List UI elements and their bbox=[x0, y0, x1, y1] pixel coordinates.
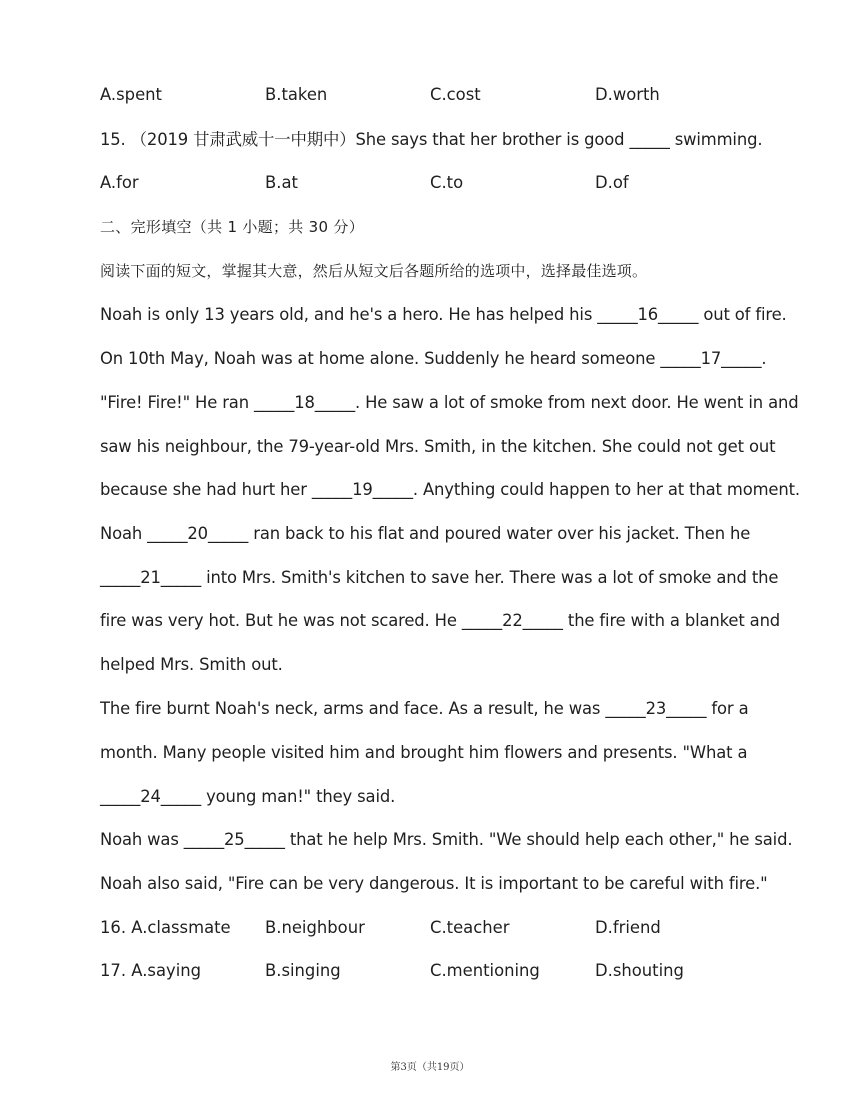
q14-option-b: B.taken bbox=[265, 85, 328, 104]
passage-line: because she had hurt her _____19_____. Anything could happen to her at that moment. bbox=[100, 480, 800, 499]
passage-line: fire was very hot. But he was not scared. He _____22_____ the fire with a blanket and bbox=[100, 611, 781, 630]
q17-option-c: C.mentioning bbox=[430, 961, 540, 980]
q17-option-d: D.shouting bbox=[595, 961, 684, 980]
q15-option-b: B.at bbox=[265, 173, 298, 192]
passage-line: month. Many people visited him and brought him flowers and presents. "What a bbox=[100, 743, 748, 762]
passage-line: _____24_____ young man!" they said. bbox=[100, 787, 396, 806]
q16-option-d: D.friend bbox=[595, 918, 661, 937]
q14-option-d: D.worth bbox=[595, 85, 660, 104]
q16-option-a: 16. A.classmate bbox=[100, 918, 231, 937]
q17-option-a: 17. A.saying bbox=[100, 961, 202, 980]
passage-line: "Fire! Fire!" He ran _____18_____. He saw a lot of smoke from next door. He went in and bbox=[100, 393, 799, 412]
q15-options bbox=[100, 172, 770, 194]
passage-line: Noah also said, "Fire can be very dangerous. It is important to be careful with fire." bbox=[100, 874, 768, 893]
q16-options bbox=[100, 917, 770, 939]
q15-option-d: D.of bbox=[595, 173, 629, 192]
passage-line: helped Mrs. Smith out. bbox=[100, 655, 283, 674]
passage-line: Noah _____20_____ ran back to his flat and poured water over his jacket. Then he bbox=[100, 524, 751, 543]
passage-line: The fire burnt Noah's neck, arms and face. As a result, he was _____23_____ for a bbox=[100, 699, 749, 718]
q15-option-a: A.for bbox=[100, 173, 139, 192]
section-heading: 二、完形填空（共 1 小题；共 30 分） bbox=[100, 218, 365, 236]
passage-line: On 10th May, Noah was at home alone. Suddenly he heard someone _____17_____. bbox=[100, 349, 767, 368]
q16-option-b: B.neighbour bbox=[265, 918, 365, 937]
section-instruction: 阅读下面的短文，掌握其大意，然后从短文后各题所给的选项中，选择最佳选项。 bbox=[100, 262, 648, 280]
q14-option-c: C.cost bbox=[430, 85, 481, 104]
q15-stem: 15. （2019 甘肃武威十一中期中）She says that her brother is good _____ swimming. bbox=[100, 130, 763, 149]
page-footer: 第3页（共19页） bbox=[390, 1062, 470, 1073]
passage-line: Noah was _____25_____ that he help Mrs. Smith. "We should help each other," he said. bbox=[100, 830, 793, 849]
passage-line: Noah is only 13 years old, and he's a hero. He has helped his _____16_____ out of fire. bbox=[100, 305, 787, 324]
passage-line: saw his neighbour, the 79-year-old Mrs. Smith, in the kitchen. She could not get out bbox=[100, 437, 776, 456]
q14-options bbox=[100, 84, 770, 106]
q16-option-c: C.teacher bbox=[430, 918, 510, 937]
q15-option-c: C.to bbox=[430, 173, 464, 192]
q14-option-a: A.spent bbox=[100, 85, 162, 104]
q17-option-b: B.singing bbox=[265, 961, 341, 980]
passage-line: _____21_____ into Mrs. Smith's kitchen to save her. There was a lot of smoke and the bbox=[100, 568, 779, 587]
q17-options bbox=[100, 960, 770, 982]
